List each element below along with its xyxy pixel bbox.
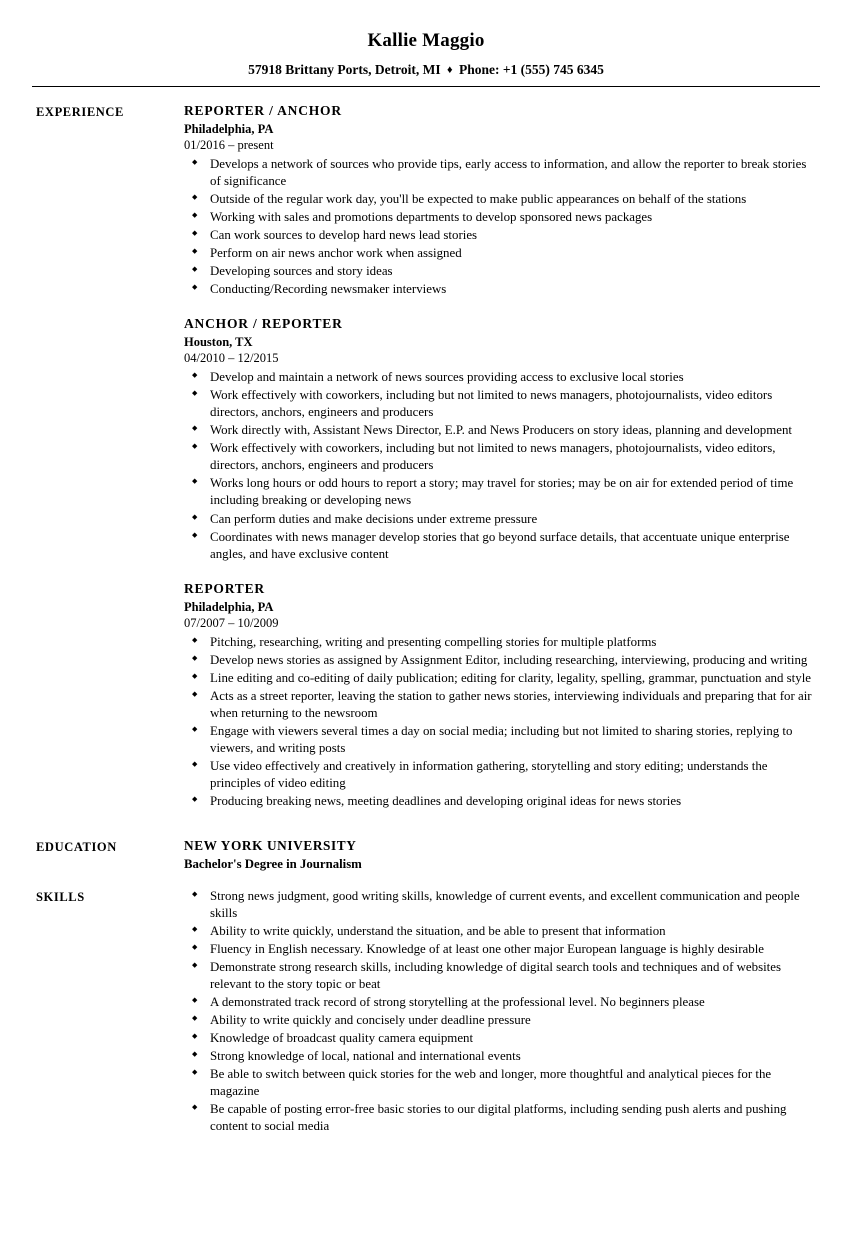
job-bullet: ◆ Acts as a street reporter, leaving the station to gather news stories, interviewing individuals and preparing that for air when returning to the newsroom [184, 688, 820, 722]
education-school: NEW YORK UNIVERSITY [184, 837, 357, 853]
job-bullet: ◆ Develop and maintain a network of news sources providing access to exclusive local stories [184, 369, 820, 386]
contact-address: 57918 Brittany Ports, Detroit, MI [248, 62, 441, 77]
job-dates: 01/2016 – present [184, 138, 274, 152]
job-bullet: ◆ Line editing and co-editing of daily publication; editing for clarity, legality, spelling, grammar, punctuation and style [184, 670, 820, 687]
job-bullet: ◆ Developing sources and story ideas [184, 263, 820, 280]
job-bullet: ◆ Can perform duties and make decisions under extreme pressure [184, 511, 820, 528]
job-dates: 07/2007 – 10/2009 [184, 615, 279, 630]
skill-bullet: ◆ Ability to write quickly and concisely under deadline pressure [184, 1012, 820, 1029]
job-bullet: ◆ Work effectively with coworkers, including but not limited to news managers, photojournalists, video editors directors, anchors, engineers and producers [184, 387, 820, 421]
job-bullet: ◆ Develop news stories as assigned by Assignment Editor, including researching, interviewing, producing and writing [184, 652, 820, 669]
job-bullet: ◆ Pitching, researching, writing and presenting compelling stories for multiple platforms [184, 634, 820, 651]
job-bullet: ◆ Work directly with, Assistant News Director, E.P. and News Producers on story ideas, planning and development [184, 422, 820, 439]
job-bullet: ◆ Develops a network of sources who provide tips, early access to information, and allow the reporter to break stories of significance [184, 156, 820, 190]
job-bullet-list [184, 634, 820, 810]
job-bullet: ◆ Coordinates with news manager develop stories that go beyond surface details, that accentuate unique enterprise angles, and have exclusive content [184, 529, 820, 563]
skill-bullet: ◆ Fluency in English necessary. Knowledge of at least one other major European language is highly desirable [184, 941, 820, 958]
education-body [162, 838, 820, 874]
skill-bullet: ◆ Ability to write quickly, understand the situation, and be able to present that information [184, 923, 820, 940]
job-bullet: ◆ Use video effectively and creatively in information gathering, storytelling and story editing; understands the principles of video editing [184, 758, 820, 792]
job-bullet: ◆ Working with sales and promotions departments to develop sponsored news packages [184, 209, 820, 226]
job-dates: 04/2010 – 12/2015 [184, 351, 279, 366]
education-section [32, 838, 820, 874]
job-bullet: ◆ Perform on air news anchor work when assigned [184, 245, 820, 262]
job-bullet: ◆ Engage with viewers several times a day on social media; including but not limited to sharing stories, replying to viewers, and writing posts [184, 723, 820, 757]
experience-body [162, 103, 820, 828]
job-bullet: ◆ Outside of the regular work day, you'll be expected to make public appearances on behalf of the stations [184, 191, 820, 208]
skills-section-label: SKILLS [36, 889, 85, 904]
job-bullet-list [184, 156, 820, 298]
skills-body [162, 888, 820, 1136]
candidate-name: Kallie Maggio [367, 30, 485, 51]
education-degree: Bachelor's Degree in Journalism [184, 856, 362, 871]
job-location: Philadelphia, PA [184, 599, 274, 614]
skill-bullet: ◆ Be capable of posting error-free basic stories to our digital platforms, including sending push alerts and pushing content to social media [184, 1101, 820, 1135]
skill-bullet: ◆ Strong news judgment, good writing skills, knowledge of current events, and excellent communication and people skills [184, 888, 820, 922]
skill-bullet: ◆ Demonstrate strong research skills, including knowledge of digital search tools and techniques and of websites relevant to the story topic or beat [184, 959, 820, 993]
job-title: ANCHOR / REPORTER [184, 316, 343, 332]
header-divider [32, 86, 820, 87]
experience-entry [184, 581, 820, 810]
job-title: REPORTER / ANCHOR [184, 103, 342, 118]
experience-section-label: EXPERIENCE [36, 105, 124, 119]
diamond-separator-icon: ♦ [446, 64, 453, 76]
skill-bullet: ◆ Be able to switch between quick stories for the web and longer, more thoughtful and analytical pieces for the magazine [184, 1066, 820, 1100]
experience-entry [184, 316, 820, 562]
education-section-label: EDUCATION [36, 839, 117, 854]
job-bullet: ◆ Producing breaking news, meeting deadlines and developing original ideas for news stories [184, 793, 820, 810]
job-title: REPORTER [184, 580, 265, 596]
job-location: Houston, TX [184, 335, 253, 350]
experience-entry [184, 103, 820, 298]
skill-bullet: ◆ A demonstrated track record of strong storytelling at the professional level. No beginners please [184, 994, 820, 1011]
contact-phone: Phone: +1 (555) 745 6345 [458, 62, 604, 77]
job-bullet: ◆ Works long hours or odd hours to report a story; may travel for stories; may be on air for extended period of time including breaking or developing news [184, 475, 820, 509]
experience-section [32, 103, 820, 828]
skills-section [32, 888, 820, 1136]
job-bullet: ◆ Work effectively with coworkers, including but not limited to news managers, photojournalists, video editors, directors, anchors, engineers and producers [184, 440, 820, 474]
skills-bullet-list [184, 888, 820, 1135]
skill-bullet: ◆ Knowledge of broadcast quality camera equipment [184, 1030, 820, 1047]
job-bullet: ◆ Conducting/Recording newsmaker interviews [184, 281, 820, 298]
contact-line [32, 62, 820, 78]
job-bullet: ◆ Can work sources to develop hard news lead stories [184, 227, 820, 244]
job-location: Philadelphia, PA [184, 122, 274, 136]
skill-bullet: ◆ Strong knowledge of local, national and international events [184, 1048, 820, 1065]
job-bullet-list [184, 369, 820, 562]
